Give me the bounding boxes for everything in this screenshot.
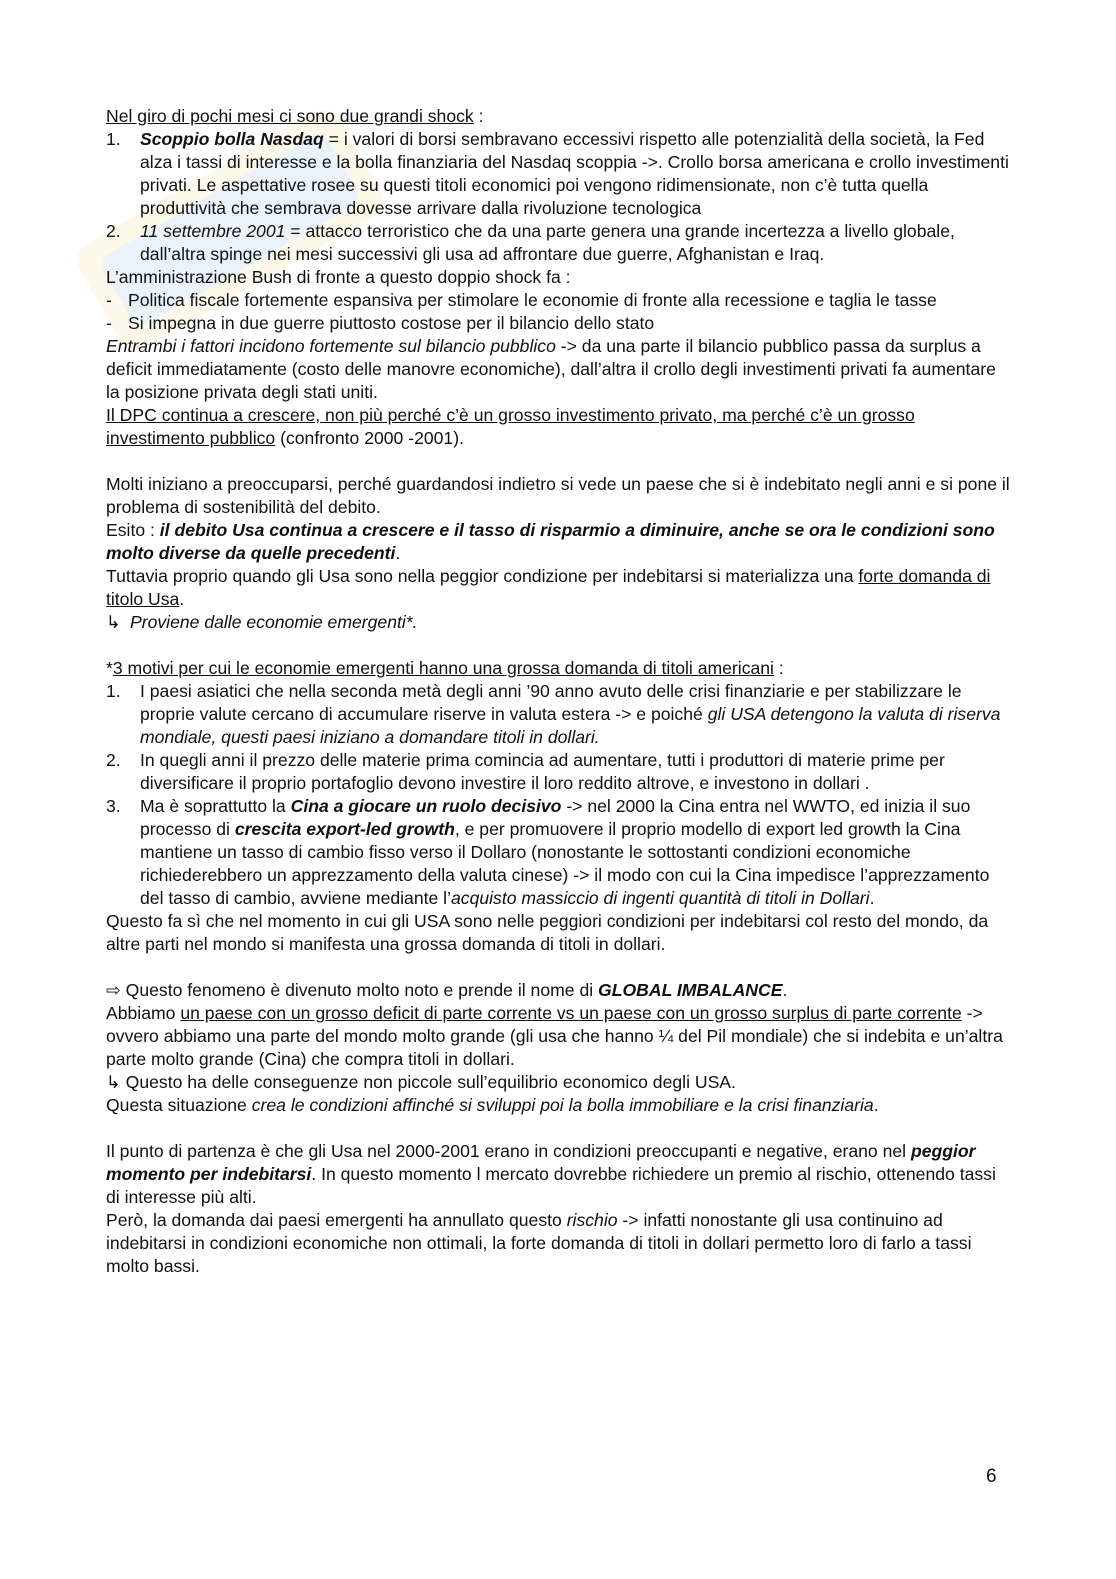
global-imbalance-line [106,979,1011,1002]
item-text [140,128,1011,220]
item-number: 2. [106,750,121,770]
return-arrow-icon: ↳ [106,1072,121,1092]
dash-item-2 [106,312,1011,335]
pero-italic: rischio [566,1210,618,1230]
tuttavia-text: Tuttavia proprio quando gli Usa sono nella peggior condizione per indebitarsi si materializza una [106,566,859,586]
shock-intro [106,105,1011,128]
partenza-bold: peggior momento per indebitarsi [106,1141,976,1184]
item-text [140,795,1011,910]
abbiamo-rest: -> ovvero abbiamo una parte del mondo molto grande (gli usa che hanno ¼ del Pil mondiale) che si indebita e un’altra parte molto grande (Cina) che compra titoli in dollari. [106,1003,1003,1069]
item-text [140,680,1011,749]
situazione-end: . [873,1095,879,1115]
item-text [140,220,1011,266]
document-body [106,105,1011,1278]
dpc-underlined: Il DPC continua a crescere, non più perché c’è un grosso investimento privato, ma perché c’è un grosso investimento pubblico [106,405,915,448]
abbiamo-label: Abbiamo [106,1003,181,1023]
partenza-paragraph [106,1140,1011,1209]
partenza-rest: . In questo momento l mercato dovrebbe richiedere un premio al rischio, ottenendo tassi di interesse più alti. [106,1164,996,1207]
molti-paragraph: Molti iniziano a preoccuparsi, perché guardandosi indietro si vede un paese che si è indebitato negli anni e si pone il problema di sostenibilità del debito. [106,474,1010,517]
fenomeno-text: Questo fenomeno è divenuto molto noto e prende il nome di [120,980,599,1000]
item-number: 1. [106,681,121,701]
item-body-b: -> nel 2000 la Cina entra nel WWTO, ed inizia il suo processo di [140,796,971,839]
item-italic: gli USA detengono la valuta di riserva mondiale, questi paesi iniziano a domandare titoli in dollari. [140,704,1001,747]
spacer [106,450,1011,473]
dash-mark: - [106,290,112,310]
entrambi-italic: Entrambi i fattori incidono fortemente sul bilancio pubblico [106,336,556,356]
numbered-item-2 [106,220,1011,266]
motivo-item-2 [106,749,1011,795]
pero-rest: -> infatti nonostante gli usa continuino ad indebitarsi in condizioni economiche non ottimali, la forte domanda di titoli in dollari permetto loro di farlo a tassi molto bassi. [106,1210,972,1276]
dpc-paragraph [106,404,1011,450]
abbiamo-underlined: un paese con un grosso deficit di parte corrente vs un paese con un grosso surplus di parte corrente [180,1003,962,1023]
item-bold-1: Cina a giocare un ruolo decisivo [290,796,562,816]
item-title: 11 settembre 2001 [140,221,286,241]
return-arrow-icon: ↳ [106,612,121,632]
shock-intro-underlined: Nel giro di pochi mesi ci sono due grandi shock [106,106,474,126]
item-body: = attacco terroristico che da una parte genera una grande incertezza a livello globale, dall’altra spinge nei mesi successivi gli usa ad affrontare due guerre, Afghanistan e Iraq. [140,221,955,264]
motivi-underlined: 3 motivi per cui le economie emergenti hanno una grossa domanda di titoli americani [112,658,774,678]
bush-intro: L’amministrazione Bush di fronte a questo doppio shock fa : [106,267,571,287]
entrambi-paragraph [106,335,1011,404]
hollow-arrow-icon: ⇨ [106,980,121,1000]
situazione-paragraph [106,1094,1011,1117]
pero-paragraph [106,1209,1011,1278]
esito-paragraph [106,519,1011,565]
proviene-text: Proviene dalle economie emergenti*. [130,612,418,632]
pero-text: Però, la domanda dai paesi emergenti ha annullato questo [106,1210,567,1230]
tuttavia-underlined: forte domanda di titolo Usa [106,566,991,609]
item-title: Scoppio bolla Nasdaq [140,129,324,149]
item-text: In quegli anni il prezzo delle materie prima comincia ad aumentare, tutti i produttori di materie prime per diversificare il proprio portafoglio devono investire il loro reddito altrove, e investono in dollari . [140,750,945,793]
item-body: = i valori di borsi sembravano eccessivi rispetto alle potenzialità della società, la Fed alza i tassi di interesse e la bolla finanziaria del Nasdaq scoppia ->. Crollo borsa americana e crollo investimenti privati. Le aspettative rosee su questi titoli economici poi vengono ridimensionate, non c’è tutta quella produttività che sembrava dovesse arrivare dalla rivoluzione tecnologica [140,129,1009,218]
esito-bold: il debito Usa continua a crescere e il tasso di risparmio a diminuire, anche se ora le condizioni sono molto diverse da quelle precedenti [106,520,995,563]
dash-item-1 [106,289,1011,312]
dash-text: Si impegna in due guerre piuttosto costose per il bilancio dello stato [128,313,655,333]
esito-label: Esito : [106,520,160,540]
partenza-text: Il punto di partenza è che gli Usa nel 2000-2001 erano in condizioni preoccupanti e negative, erano nel [106,1141,911,1161]
motivi-heading [106,657,1011,680]
item-bold-2: crescita export-led growth [234,819,455,839]
motivo-item-3 [106,795,1011,910]
tuttavia-paragraph [106,565,1011,611]
shock-intro-tail: : [473,106,484,126]
situazione-italic: crea le condizioni affinché si sviluppi poi la bolla immobiliare e la crisi finanziaria [251,1095,874,1115]
esito-end: . [395,543,401,563]
spacer [106,1117,1011,1140]
item-end: . [869,888,875,908]
item-body-a: Ma è soprattutto la [140,796,291,816]
motivi-tail: : [773,658,784,678]
item-number: 1. [106,129,121,149]
item-number: 3. [106,796,121,816]
page-number: 6 [986,1466,997,1487]
item-italic: acquisto massiccio di ingenti quantità di titoli in Dollari [451,888,870,908]
questo-paragraph: Questo fa sì che nel momento in cui gli USA sono nelle peggiori condizioni per indebitarsi col resto del mondo, da altre parti nel mondo si manifesta una grossa domanda di titoli in dollari. [106,911,989,954]
global-end: . [782,980,788,1000]
motivo-item-1 [106,680,1011,749]
entrambi-rest: -> da una parte il bilancio pubblico passa da surplus a deficit immediatamente (costo delle manovre economiche), dall’altra il crollo degli investimenti privati fa aumentare la posizione privata degli stati uniti. [106,336,996,402]
conseguenze-text: Questo ha delle conseguenze non piccole sull’equilibrio economico degli USA. [120,1072,736,1092]
spacer [106,634,1011,657]
conseguenze-line [106,1071,1011,1094]
numbered-item-1 [106,128,1011,220]
situazione-label: Questa situazione [106,1095,252,1115]
global-imbalance-term: GLOBAL IMBALANCE [598,980,783,1000]
asterisk: * [106,658,113,678]
item-number: 2. [106,221,121,241]
tuttavia-end: . [179,589,185,609]
dash-mark: - [106,313,112,333]
item-body: I paesi asiatici che nella seconda metà degli anni ’90 anno avuto delle crisi finanziarie e per stabilizzare le proprie valute cercano di accumulare riserve in valuta estera -> e poiché [140,681,962,724]
proviene-line [106,611,1011,634]
item-body-c: , e per promuovere il proprio modello di export led growth la Cina mantiene un tasso di cambio fisso verso il Dollaro (nonostante le sottostanti condizioni economiche richiederebbero un apprezzamento della valuta cinese) -> il modo con cui la Cina impedisce l’apprezzamento del tasso di cambio, avviene mediante l’ [140,819,990,908]
spacer [106,956,1011,979]
dash-text: Politica fiscale fortemente espansiva per stimolare le economie di fronte alla recessione e taglia le tasse [128,290,937,310]
abbiamo-paragraph [106,1002,1011,1071]
dpc-rest: (confronto 2000 -2001). [275,428,464,448]
